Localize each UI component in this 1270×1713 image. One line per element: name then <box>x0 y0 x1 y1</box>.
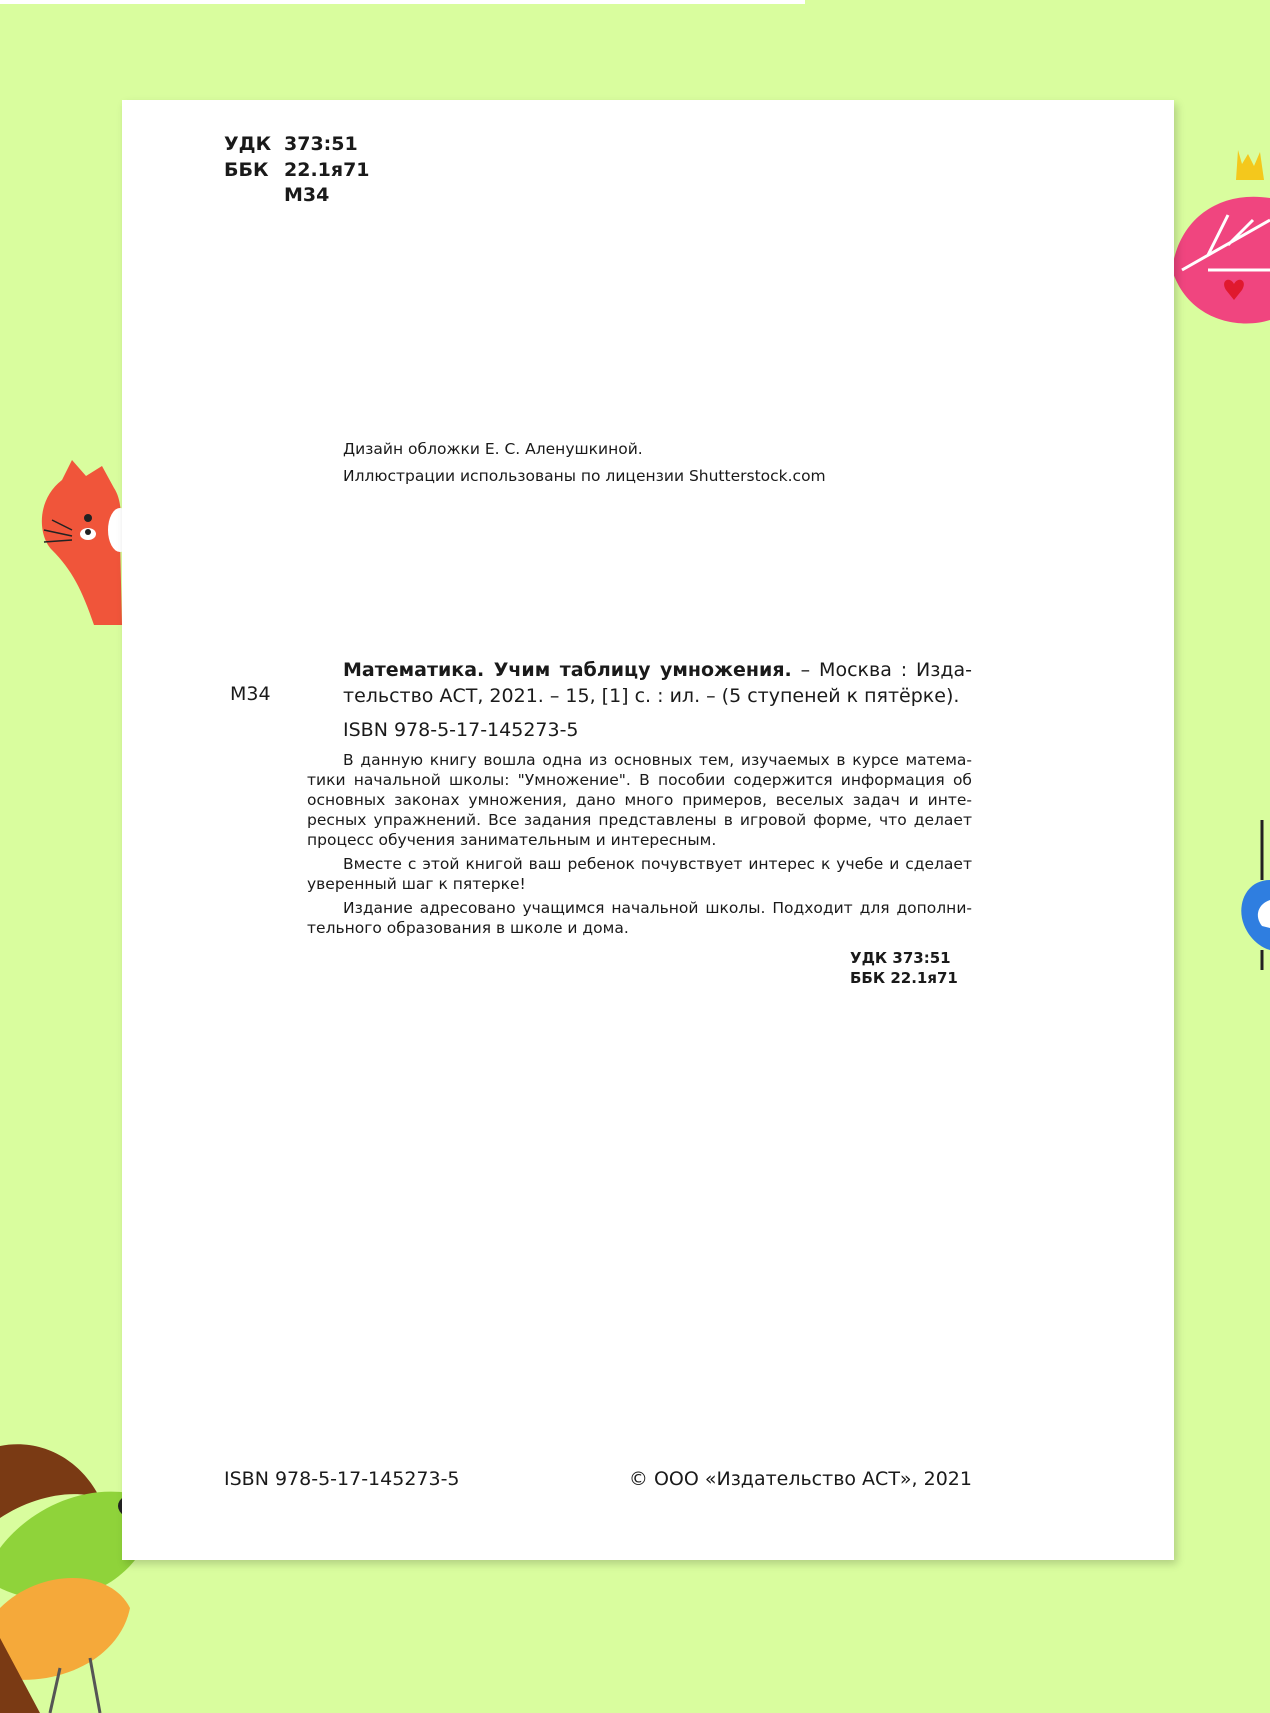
book-title: Математика. Учим таблицу умножения. <box>343 659 792 681</box>
annotation-line: основных законах умножения, дано много примеров, веселых задач и инте- <box>307 791 972 809</box>
bbk-value: 22.1я71 <box>284 158 370 181</box>
classification-codes <box>850 948 972 988</box>
credits <box>343 436 826 489</box>
udk-label: УДК <box>224 133 272 155</box>
bbk-code: ББК 22.1я71 <box>850 969 958 987</box>
annotation-paragraph-2 <box>307 854 972 894</box>
bbk-row <box>224 158 370 184</box>
blue-creature-illustration <box>1236 820 1270 970</box>
annotation-line: уверенный шаг к пятерке! <box>307 875 526 893</box>
udk-row <box>224 132 370 158</box>
annotation-paragraph-3 <box>307 898 972 938</box>
annotation-line: ресных упражнений. Все задания представлены в игровой форме, что делает <box>307 811 972 829</box>
red-cat-illustration <box>32 460 124 625</box>
annotation <box>307 750 972 942</box>
isbn: ISBN 978-5-17-145273-5 <box>343 719 579 741</box>
citation-line-2: тельство АСТ, 2021. – 15, [1] с. : ил. – (5 ступеней к пятёрке). <box>343 685 960 707</box>
author-mark-label <box>224 183 284 209</box>
book-page <box>122 100 1174 1560</box>
author-mark-value: М34 <box>284 184 330 206</box>
cover-design-credit: Дизайн обложки Е. С. Аленушкиной. <box>343 440 643 458</box>
citation-publisher-start: – Москва : Изда- <box>791 659 972 681</box>
annotation-line: В данную книгу вошла одна из основных тем, изучаемых в курсе матема- <box>343 751 972 769</box>
annotation-line: процесс обучения занимательным и интересным. <box>307 831 717 849</box>
author-mark-margin: М34 <box>230 683 271 705</box>
annotation-line: тики начальной школы: "Умножение". В пособии содержится информация об <box>307 771 972 789</box>
udk-code: УДК 373:51 <box>850 949 951 967</box>
annotation-paragraph-1 <box>307 750 972 850</box>
citation <box>343 657 972 709</box>
annotation-line: Издание адресовано учащимся начальной школы. Подходит для дополни- <box>343 899 972 917</box>
library-codes <box>224 132 370 209</box>
citation-line-1 <box>343 657 972 683</box>
illustrations-credit: Иллюстрации использованы по лицензии Shutterstock.com <box>343 466 826 485</box>
footer-isbn: ISBN 978-5-17-145273-5 <box>224 1468 460 1490</box>
pink-leaf-illustration <box>1168 150 1270 330</box>
footer-copyright: © ООО «Издательство АСТ», 2021 <box>628 1468 972 1490</box>
annotation-line: Вместе с этой книгой ваш ребенок почувствует интерес к учебе и сделает <box>343 855 972 873</box>
annotation-line: тельного образования в школе и дома. <box>307 919 629 937</box>
author-mark-row <box>224 183 370 209</box>
udk-value: 373:51 <box>284 133 358 155</box>
bbk-label: ББК <box>224 158 269 181</box>
top-edge-strip <box>0 0 805 4</box>
